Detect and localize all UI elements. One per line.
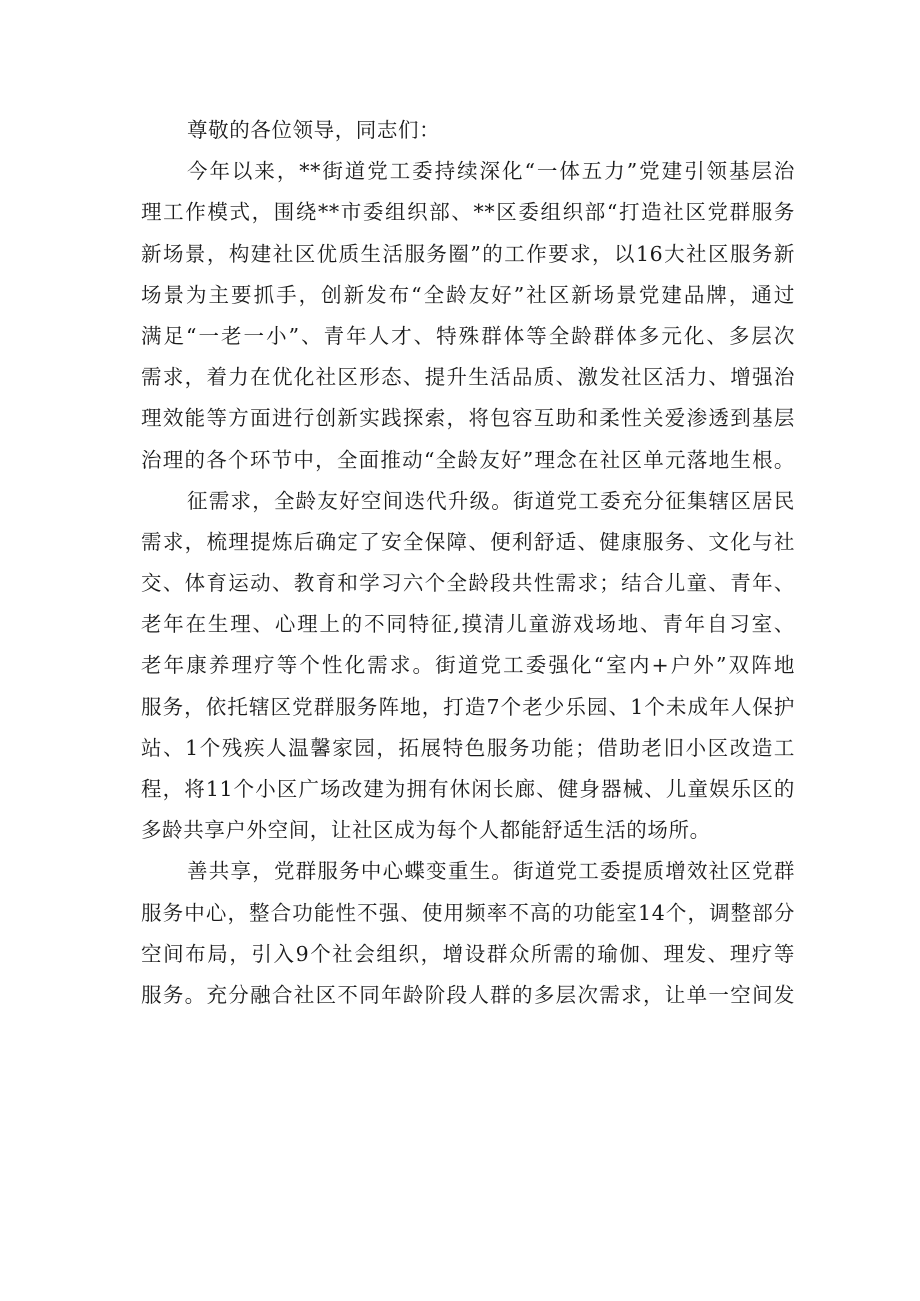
paragraph-line: 交、体育运动、教育和学习六个全龄段共性需求；结合儿童、青年、 bbox=[141, 571, 795, 596]
paragraph-line: 征需求，全龄友好空间迭代升级。街道党工委充分征集辖区居民 bbox=[187, 488, 795, 513]
paragraph-line: 空间布局，引入9个社会组织，增设群众所需的瑜伽、理发、理疗等 bbox=[141, 941, 795, 966]
paragraph-line: 理工作模式，围绕**市委组织部、**区委组织部“打造社区党群服务 bbox=[141, 200, 795, 225]
paragraph-line: 老年康养理疗等个性化需求。街道党工委强化“室内+户外”双阵地 bbox=[141, 653, 795, 678]
paragraph-line: 今年以来，**街道党工委持续深化“一体五力”党建引领基层治 bbox=[187, 159, 795, 184]
paragraph-line: 善共享，党群服务中心蝶变重生。街道党工委提质增效社区党群 bbox=[187, 859, 795, 884]
paragraph-line: 新场景，构建社区优质生活服务圈”的工作要求，以16大社区服务新 bbox=[141, 241, 795, 266]
paragraph-line: 需求，梳理提炼后确定了安全保障、便利舒适、健康服务、文化与社 bbox=[141, 529, 795, 554]
paragraph-needs bbox=[141, 481, 795, 852]
paragraph-line: 理效能等方面进行创新实践探索，将包容互助和柔性关爱渗透到基层 bbox=[141, 406, 795, 431]
paragraph-line: 多龄共享户外空间，让社区成为每个人都能舒适生活的场所。 bbox=[141, 818, 711, 843]
document-page bbox=[141, 110, 795, 1016]
paragraph-line: 站、1个残疾人温馨家园，拓展特色服务功能；借助老旧小区改造工 bbox=[141, 735, 795, 760]
paragraph-line: 服务。充分融合社区不同年龄阶段人群的多层次需求，让单一空间发 bbox=[141, 982, 795, 1007]
paragraph-line: 满足“一老一小”、青年人才、特殊群体等全龄群体多元化、多层次 bbox=[141, 323, 795, 348]
salutation: 尊敬的各位领导，同志们： bbox=[187, 118, 441, 142]
paragraph-line: 治理的各个环节中，全面推动“全龄友好”理念在社区单元落地生根。 bbox=[141, 447, 795, 472]
paragraph-line: 需求，着力在优化社区形态、提升生活品质、激发社区活力、增强治 bbox=[141, 365, 795, 390]
paragraph-line: 服务，依托辖区党群服务阵地，打造7个老少乐园、1个未成年人保护 bbox=[141, 694, 795, 719]
paragraph-line: 服务中心，整合功能性不强、使用频率不高的功能室14个，调整部分 bbox=[141, 900, 795, 925]
paragraph-line: 程，将11个小区广场改建为拥有休闲长廊、健身器械、儿童娱乐区的 bbox=[141, 777, 795, 801]
paragraph-sharing bbox=[141, 851, 795, 1016]
paragraph-line: 老年在生理、心理上的不同特征,摸清儿童游戏场地、青年自习室、 bbox=[141, 612, 795, 637]
paragraph-intro bbox=[141, 151, 795, 481]
paragraph-line: 场景为主要抓手，创新发布“全龄友好”社区新场景党建品牌，通过 bbox=[141, 282, 795, 307]
